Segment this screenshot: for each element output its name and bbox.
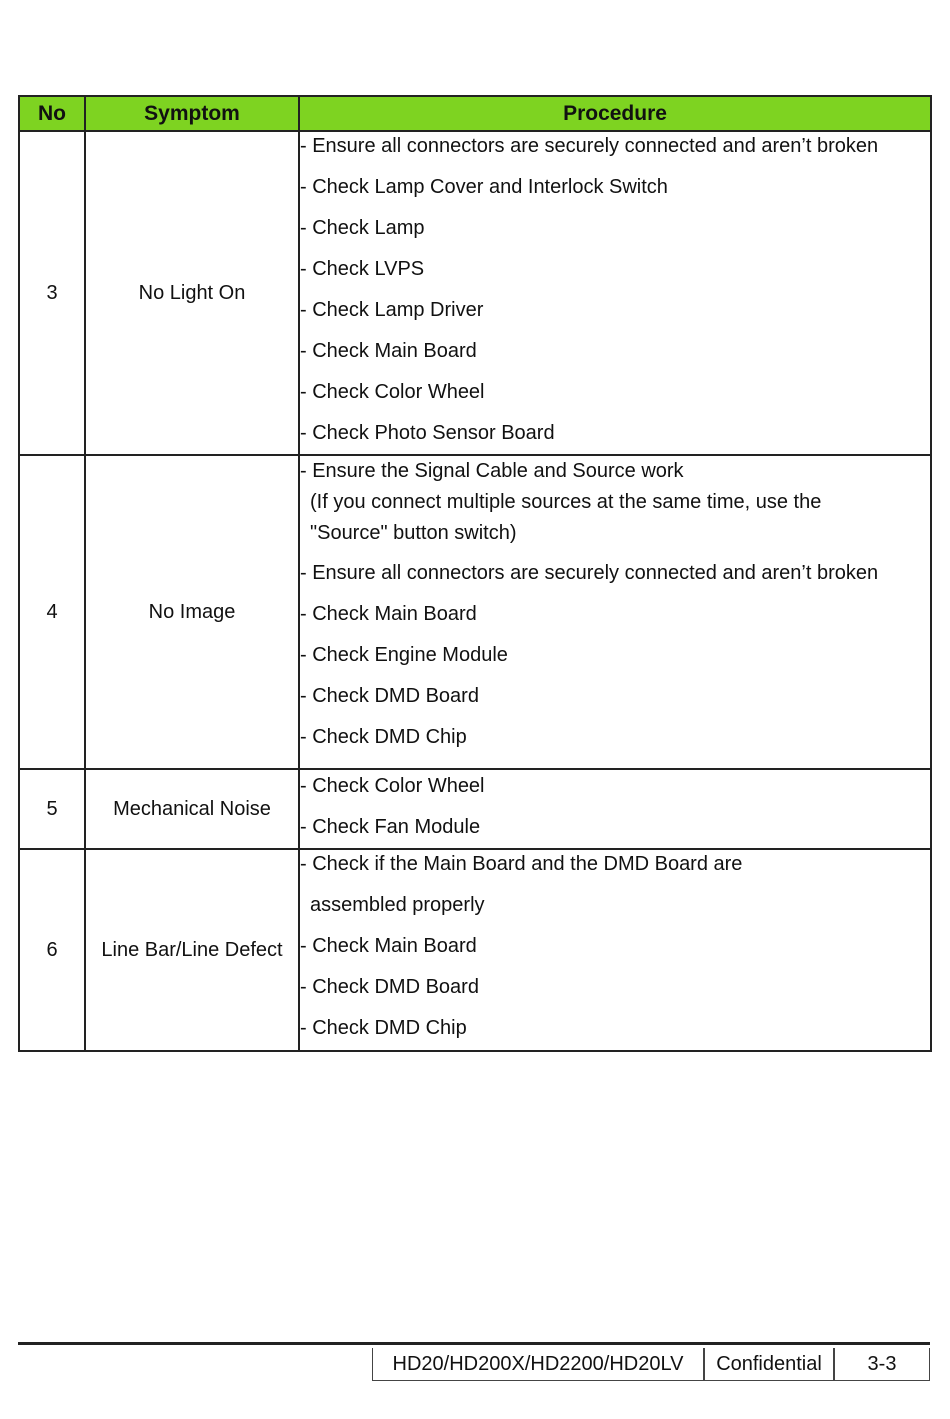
footer-model: HD20/HD200X/HD2200/HD20LV: [372, 1348, 704, 1381]
procedure-step: - Check Main Board: [300, 340, 477, 362]
procedure-step: - Ensure the Signal Cable and Source work: [300, 460, 684, 482]
procedure-step: - Check Main Board: [300, 935, 477, 957]
row-number: 3: [19, 131, 85, 455]
procedure-step: - Check Lamp: [300, 217, 425, 239]
row-symptom: Mechanical Noise: [85, 769, 299, 849]
procedure-cell: [299, 849, 931, 1051]
procedure-cell: [299, 769, 931, 849]
procedure-step: - Check if the Main Board and the DMD Board are: [300, 853, 743, 875]
procedure-note: "Source" button switch): [310, 522, 517, 544]
procedure-step: - Check Fan Module: [300, 816, 481, 838]
footer-confidential: Confidential: [704, 1348, 834, 1381]
table-row: [19, 455, 931, 769]
row-symptom: No Light On: [85, 131, 299, 455]
procedure-step: - Check Engine Module: [300, 644, 508, 666]
procedure-step: - Check DMD Board: [300, 685, 479, 707]
procedure-step: - Check DMD Chip: [300, 1017, 467, 1039]
table-row: [19, 849, 931, 1051]
procedure-step: - Check Main Board: [300, 603, 477, 625]
row-number: 6: [19, 849, 85, 1051]
procedure-step: - Check DMD Chip: [300, 726, 467, 748]
row-number: 4: [19, 455, 85, 769]
row-number: 5: [19, 769, 85, 849]
procedure-cell: [299, 131, 931, 455]
troubleshooting-table: [18, 95, 932, 1052]
footer-page-number: 3-3: [834, 1348, 930, 1381]
procedure-note: (If you connect multiple sources at the same time, use the: [310, 491, 822, 513]
procedure-cell: [299, 455, 931, 769]
procedure-step: - Check Color Wheel: [300, 775, 485, 797]
procedure-note: assembled properly: [310, 894, 485, 916]
table-row: [19, 769, 931, 849]
header-procedure: Procedure: [299, 96, 931, 131]
row-symptom: No Image: [85, 455, 299, 769]
page-footer: [18, 1342, 930, 1381]
procedure-step: - Check DMD Board: [300, 976, 479, 998]
procedure-step: - Check Lamp Cover and Interlock Switch: [300, 176, 668, 198]
header-no: No: [19, 96, 85, 131]
procedure-step: - Ensure all connectors are securely connected and aren’t broken: [300, 562, 879, 584]
procedure-step: - Check Lamp Driver: [300, 299, 484, 321]
procedure-step: - Check LVPS: [300, 258, 425, 280]
procedure-step: - Check Photo Sensor Board: [300, 422, 555, 444]
table-row: [19, 131, 931, 455]
procedure-step: - Ensure all connectors are securely connected and aren’t broken: [300, 135, 879, 157]
row-symptom: Line Bar/Line Defect: [85, 849, 299, 1051]
header-symptom: Symptom: [85, 96, 299, 131]
procedure-step: - Check Color Wheel: [300, 381, 485, 403]
